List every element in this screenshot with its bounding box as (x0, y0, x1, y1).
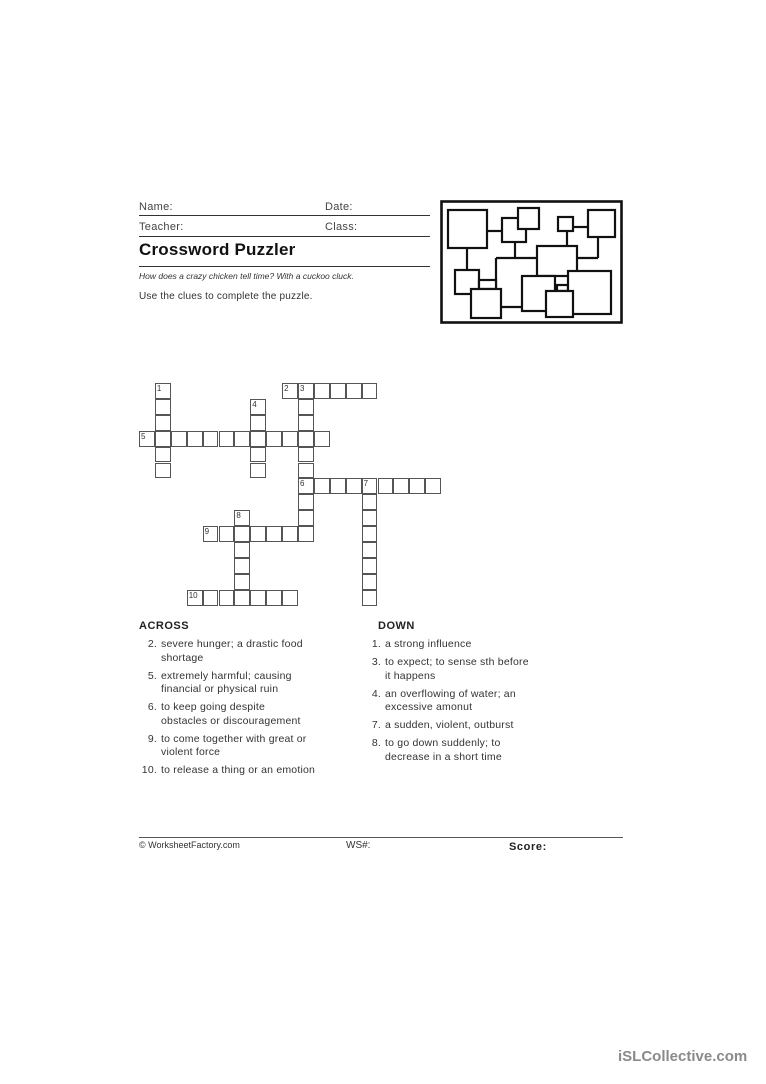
crossword-cell[interactable] (298, 399, 314, 415)
clue-number: 8 (236, 511, 241, 521)
score-label: Score: (509, 841, 547, 853)
crossword-cell[interactable] (250, 415, 266, 431)
title-divider (139, 266, 430, 267)
clue-item-text: a strong influence (385, 638, 472, 650)
crossword-cell[interactable] (298, 383, 314, 399)
clue-item-number: 1. (371, 638, 381, 650)
crossword-cell[interactable] (362, 558, 378, 574)
clue-item (371, 656, 529, 683)
clue-item-number: 6. (147, 701, 157, 713)
clue-item-number: 3. (371, 656, 381, 668)
clue-item-text: obstacles or discouragement (161, 714, 301, 727)
page-title: Crossword Puzzler (139, 240, 296, 259)
crossword-cell[interactable] (155, 431, 171, 447)
abstract-squares-illustration-icon (440, 200, 623, 324)
crossword-cell[interactable] (298, 463, 314, 479)
crossword-cell[interactable] (234, 574, 250, 590)
clue-item-text: a sudden, violent, outburst (385, 719, 514, 731)
crossword-cell[interactable] (250, 463, 266, 479)
crossword-cell[interactable] (314, 383, 330, 399)
crossword-cell[interactable] (362, 510, 378, 526)
clue-item-number: 7. (371, 719, 381, 731)
crossword-cell[interactable] (409, 478, 425, 494)
clue-item-number: 8. (371, 737, 381, 749)
clue-item-text: violent force (161, 746, 221, 758)
crossword-cell[interactable] (362, 494, 378, 510)
crossword-cell[interactable] (362, 542, 378, 558)
crossword-cell[interactable] (250, 590, 266, 606)
crossword-cell[interactable] (219, 590, 235, 606)
crossword-cell[interactable] (219, 431, 235, 447)
crossword-cell[interactable] (219, 526, 235, 542)
crossword-cell[interactable] (298, 510, 314, 526)
crossword-cell[interactable] (298, 526, 314, 542)
crossword-cell[interactable] (298, 431, 314, 447)
crossword-cell[interactable] (266, 431, 282, 447)
clue-item (371, 719, 514, 733)
watermark: iSLCollective.com (618, 1048, 748, 1065)
down-heading: DOWN (378, 620, 415, 632)
clue-number: 1 (156, 384, 162, 393)
ws-number-label: WS#: (346, 840, 371, 851)
crossword-cell[interactable] (155, 383, 171, 399)
clue-item-text: an overflowing of water; an (385, 687, 516, 700)
crossword-cell[interactable] (266, 526, 282, 542)
clue-item (371, 638, 472, 652)
crossword-cell[interactable] (314, 478, 330, 494)
crossword-cell[interactable] (378, 478, 394, 494)
crossword-cell[interactable] (155, 415, 171, 431)
clue-number: 7 (363, 479, 369, 489)
crossword-cell[interactable] (234, 431, 250, 447)
crossword-cell[interactable] (203, 431, 219, 447)
crossword-cell[interactable] (234, 590, 250, 606)
crossword-cell[interactable] (203, 590, 219, 606)
crossword-cell[interactable] (250, 447, 266, 463)
clue-item-text: excessive amonut (385, 701, 473, 713)
crossword-cell[interactable] (346, 478, 362, 494)
instructions-text: Use the clues to complete the puzzle. (139, 291, 313, 302)
crossword-cell[interactable] (250, 431, 266, 447)
crossword-cell[interactable] (362, 478, 378, 494)
header-divider (139, 215, 430, 216)
clue-item (371, 737, 502, 764)
clue-item-text: decrease in a short time (385, 750, 502, 763)
crossword-cell[interactable] (298, 415, 314, 431)
clue-item-text: it happens (385, 669, 436, 682)
crossword-cell[interactable] (393, 478, 409, 494)
clue-number: 9 (204, 527, 210, 537)
clue-number: 4 (252, 399, 257, 409)
crossword-cell[interactable] (346, 383, 362, 399)
clue-item (371, 687, 516, 715)
crossword-cell[interactable] (234, 558, 250, 574)
crossword-cell[interactable] (298, 447, 314, 463)
crossword-cell[interactable] (330, 383, 346, 399)
crossword-cell[interactable] (298, 494, 314, 510)
crossword-cell[interactable] (330, 478, 346, 494)
crossword-cell[interactable] (282, 590, 298, 606)
crossword-cell[interactable] (425, 478, 441, 494)
crossword-cell[interactable] (314, 431, 330, 447)
crossword-cell[interactable] (139, 431, 155, 447)
crossword-cell[interactable] (250, 526, 266, 542)
class-label: Class: (325, 221, 358, 233)
clue-number: 6 (300, 479, 305, 489)
crossword-cell[interactable] (155, 447, 171, 463)
crossword-cell[interactable] (234, 510, 250, 526)
crossword-cell[interactable] (282, 526, 298, 542)
clue-item-number: 4. (371, 687, 381, 700)
clue-item-number: 10. (141, 764, 157, 776)
clue-item-number: 5. (147, 669, 157, 682)
clue-item (147, 669, 292, 697)
crossword-cell[interactable] (282, 383, 298, 399)
clue-item (147, 638, 303, 665)
joke-text: How does a crazy chicken tell time? With a cuckoo cluck. (139, 271, 354, 281)
crossword-cell[interactable] (362, 526, 378, 542)
across-heading: ACROSS (139, 620, 190, 632)
crossword-cell[interactable] (203, 526, 219, 542)
clue-item-text: financial or physical ruin (161, 683, 279, 695)
clue-item-number: 9. (147, 732, 157, 745)
clue-item-text: to come together with great or (161, 732, 307, 745)
crossword-cell[interactable] (250, 399, 266, 415)
crossword-cell[interactable] (187, 590, 203, 606)
crossword-cell[interactable] (362, 574, 378, 590)
clue-item (141, 764, 316, 778)
clue-number: 2 (284, 384, 289, 393)
name-label: Name: (139, 201, 173, 213)
clue-number: 5 (141, 431, 146, 441)
date-label: Date: (325, 201, 353, 213)
clue-item (147, 701, 301, 728)
teacher-label: Teacher: (139, 221, 184, 233)
header-divider (139, 236, 430, 237)
crossword-cell[interactable] (266, 590, 282, 606)
copyright-text: © WorksheetFactory.com (139, 840, 240, 850)
clue-item-text: severe hunger; a drastic food (161, 638, 303, 650)
crossword-cell[interactable] (234, 542, 250, 558)
clue-item (147, 732, 307, 760)
crossword-cell[interactable] (362, 383, 378, 399)
crossword-cell[interactable] (362, 590, 378, 606)
crossword-cell[interactable] (298, 478, 314, 494)
clue-item-number: 2. (147, 638, 157, 650)
clue-item-text: to go down suddenly; to (385, 737, 501, 749)
clue-item-text: to keep going despite (161, 701, 266, 713)
clue-item-text: to release a thing or an emotion (161, 764, 316, 776)
clue-item-text: to expect; to sense sth before (385, 656, 529, 668)
crossword-cell[interactable] (187, 431, 203, 447)
crossword-cell[interactable] (155, 463, 171, 479)
clue-item-text: extremely harmful; causing (161, 669, 292, 682)
crossword-cell[interactable] (171, 431, 187, 447)
crossword-cell[interactable] (234, 526, 250, 542)
clue-number: 3 (300, 384, 305, 393)
crossword-cell[interactable] (282, 431, 298, 447)
clue-item-text: shortage (161, 651, 204, 664)
clue-number: 10 (188, 590, 198, 600)
crossword-cell[interactable] (155, 399, 171, 415)
footer-divider (139, 837, 623, 838)
